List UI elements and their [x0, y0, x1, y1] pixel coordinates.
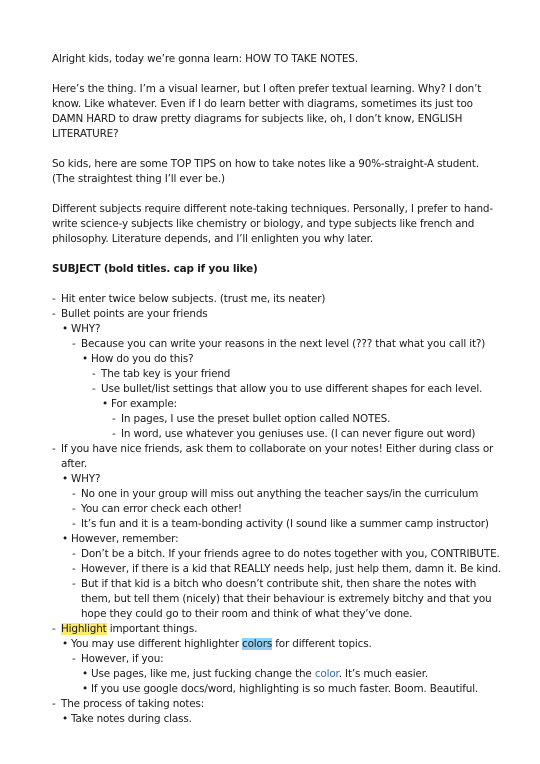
dash-marker: - [72, 653, 76, 665]
outline-item [52, 682, 502, 697]
outline-item [52, 292, 502, 307]
outline-item-text [61, 623, 197, 635]
outline-item [52, 472, 502, 487]
subject-heading: SUBJECT (bold titles. cap if you like) [52, 263, 258, 275]
bullet-marker: • [82, 683, 88, 695]
outline-item [52, 337, 502, 352]
outline-item-text: For example: [111, 398, 177, 410]
outline-item [52, 502, 502, 517]
outline-item-text: However, if there is a kid that REALLY needs help, just help them, damn it. Be kind. [81, 563, 502, 575]
outline-item-text: In word, use whatever you geniuses use. (I can never figure out word) [121, 428, 476, 440]
outline-item [52, 427, 502, 442]
subjects-paragraph: Different subjects require different note-taking techniques. Personally, I prefer to hand-write science-y subjects like chemistry or biology, and type subjects like french and philosophy. Literature depends, and I’ll enlighten you why later. [52, 203, 493, 245]
text-run: Use pages, like me, just fucking change the [91, 668, 315, 680]
dash-marker: - [72, 563, 76, 575]
outline-item [52, 397, 502, 412]
bullet-marker: • [62, 533, 68, 545]
outline-item [52, 307, 502, 322]
outline-item-text: The process of taking notes: [61, 698, 205, 710]
outline-item [52, 637, 502, 652]
dash-marker: - [72, 338, 76, 350]
dash-marker: - [72, 503, 76, 515]
outline-item-text [91, 668, 428, 680]
outline-item [52, 562, 502, 577]
bullet-marker: • [62, 638, 68, 650]
blue-colored-text: color [314, 668, 339, 680]
outline-item [52, 517, 502, 532]
bullet-marker: • [62, 473, 68, 485]
outline-item-text: However, remember: [71, 533, 179, 545]
dash-marker: - [52, 293, 56, 305]
outline-item [52, 352, 502, 367]
outline-item [52, 577, 502, 622]
outline-item-text: Hit enter twice below subjects. (trust me, its neater) [61, 293, 326, 305]
outline-item [52, 532, 502, 547]
outline-item [52, 487, 502, 502]
dash-marker: - [52, 308, 56, 320]
dash-marker: - [112, 413, 116, 425]
outline-item [52, 322, 502, 337]
dash-marker: - [52, 623, 56, 635]
bullet-marker: • [82, 353, 88, 365]
bullet-marker: • [62, 323, 68, 335]
outline-item-text: But if that kid is a bitch who doesn’t contribute shit, then share the notes with them, but tell them (nicely) that their behaviour is extremely bitchy and that you hope they could go to their room and think of what they’ve done. [81, 578, 492, 620]
bullet-marker: • [62, 713, 68, 725]
outline-item-text: If you use google docs/word, highlighting is so much faster. Boom. Beautiful. [91, 683, 479, 695]
outline-item [52, 712, 502, 727]
text-run: for different topics. [272, 638, 372, 650]
outline-item-text: However, if you: [81, 653, 164, 665]
outline-item [52, 667, 502, 682]
outline-item-text: WHY? [71, 473, 101, 485]
dash-marker: - [72, 578, 76, 590]
text-run: important things. [106, 623, 198, 635]
outline-item [52, 367, 502, 382]
outline-item [52, 652, 502, 667]
outline-item-text: If you have nice friends, ask them to collaborate on your notes! Either during class or after. [61, 443, 494, 470]
outline-item [52, 412, 502, 427]
top-tips-paragraph: So kids, here are some TOP TIPS on how to take notes like a 90%-straight-A student. (The straightest thing I’ll ever be.) [52, 158, 479, 185]
outline-item-text: You can error check each other! [81, 503, 242, 515]
dash-marker: - [72, 488, 76, 500]
dash-marker: - [52, 698, 56, 710]
outline-item-text: It’s fun and it is a team-bonding activity (I sound like a summer camp instructor) [81, 518, 489, 530]
outline-item-text: Use bullet/list settings that allow you to use different shapes for each level. [101, 383, 483, 395]
outline-item-text: Bullet points are your friends [61, 308, 208, 320]
outline-item-text: Because you can write your reasons in the next level (??? that what you call it?) [81, 338, 486, 350]
outline-item [52, 697, 502, 712]
dash-marker: - [72, 548, 76, 560]
outline-item [52, 547, 502, 562]
dash-marker: - [92, 383, 96, 395]
yellow-highlight: Highlight [61, 623, 107, 635]
visual-learner-paragraph: Here’s the thing. I’m a visual learner, but I often prefer textual learning. Why? I don’t know. Like whatever. Even if I do learn better with diagrams, sometimes its just too DAMN HARD to draw pretty diagrams for subjects like, oh, I don’t know, ENGLISH LITERATURE? [52, 83, 482, 140]
intro-paragraph: Alright kids, today we’re gonna learn: HOW TO TAKE NOTES. [52, 53, 358, 65]
outline-item-text [71, 638, 372, 650]
blue-highlight: colors [242, 638, 273, 650]
bullet-marker: • [82, 668, 88, 680]
text-run: You may use different highlighter [71, 638, 242, 650]
dash-marker: - [92, 368, 96, 380]
outline-item [52, 442, 502, 472]
dash-marker: - [112, 428, 116, 440]
notes-outline [52, 292, 502, 727]
outline-item [52, 382, 502, 397]
outline-item [52, 622, 502, 637]
bullet-marker: • [102, 398, 108, 410]
dash-marker: - [52, 443, 56, 455]
outline-item-text: Don’t be a bitch. If your friends agree to do notes together with you, CONTRIBUTE. [81, 548, 500, 560]
outline-item-text: The tab key is your friend [101, 368, 231, 380]
outline-item-text: No one in your group will miss out anything the teacher says/in the curriculum [81, 488, 479, 500]
outline-item-text: How do you do this? [91, 353, 194, 365]
text-run: . It’s much easier. [338, 668, 429, 680]
dash-marker: - [72, 518, 76, 530]
outline-item-text: In pages, I use the preset bullet option called NOTES. [121, 413, 391, 425]
outline-item-text: WHY? [71, 323, 101, 335]
outline-item-text: Take notes during class. [71, 713, 192, 725]
